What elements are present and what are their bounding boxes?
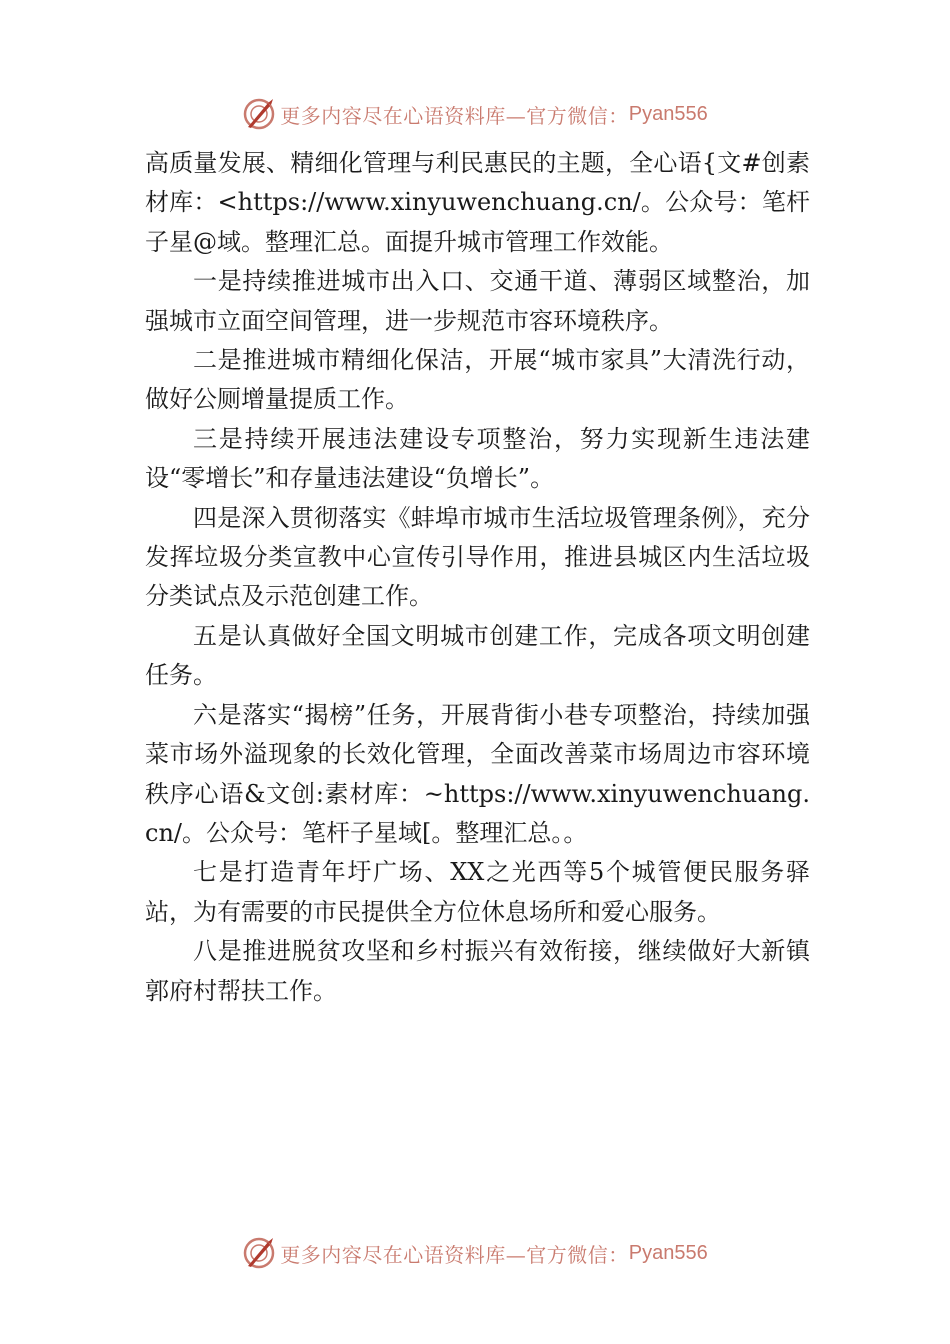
quill-pen-logo-icon [242,97,276,131]
paragraph-item-5: 五是认真做好全国文明城市创建工作，完成各项文明创建任务。 [145,621,810,690]
paragraph-item-4: 四是深入贯彻落实《蚌埠市城市生活垃圾管理条例》，充分发挥垃圾分类宣教中心宣传引导作用，推进县城区内生活垃圾分类试点及示范创建工作。 [145,503,810,611]
paragraph-item-3: 三是持续开展违法建设专项整治，努力实现新生违法建设“零增长”和存量违法建设“负增长”。 [145,424,810,493]
footer-banner [0,1233,950,1273]
paragraph-item-8: 八是推进脱贫攻坚和乡村振兴有效衔接，继续做好大新镇郭府村帮扶工作。 [145,937,810,1005]
banner-wechat-id: Pyan556 [628,1241,708,1264]
header-banner [0,94,950,134]
quill-pen-logo-icon [242,1236,276,1270]
paragraph-item-6: 六是落实“揭榜”任务，开展背街小巷专项整治，持续加强菜市场外溢现象的长效化管理，全面改善菜市场周边市容环境秩序心语&文创:素材库：~https://www.xinyuwenchuang.cn/。公众号：笔杆子星域[。整理汇总。。 [145,700,810,847]
paragraph-item-2: 二是推进城市精细化保洁，开展“城市家具”大清洗行动，做好公厕增量提质工作。 [145,346,810,414]
paragraph-item-1: 一是持续推进城市出入口、交通干道、薄弱区域整治，加强城市立面空间管理，进一步规范市容环境秩序。 [145,267,810,335]
banner-wechat-id: Pyan556 [628,102,708,125]
paragraph-item-7: 七是打造青年圩广场、XX之光西等5个城管便民服务驿站，为有需要的市民提供全方位休息场所和爱心服务。 [145,858,810,926]
banner-text: 更多内容尽在心语资料库—官方微信： [280,1242,629,1267]
banner-text: 更多内容尽在心语资料库—官方微信： [280,103,629,128]
paragraph-intro: 高质量发展、精细化管理与利民惠民的主题，全心语{文#创素材库：<https://www.xinyuwenchuang.cn/。公众号：笔杆子星@域。整理汇总。面提升城市管理工作效能。 [145,149,810,256]
document-body [145,144,810,1011]
